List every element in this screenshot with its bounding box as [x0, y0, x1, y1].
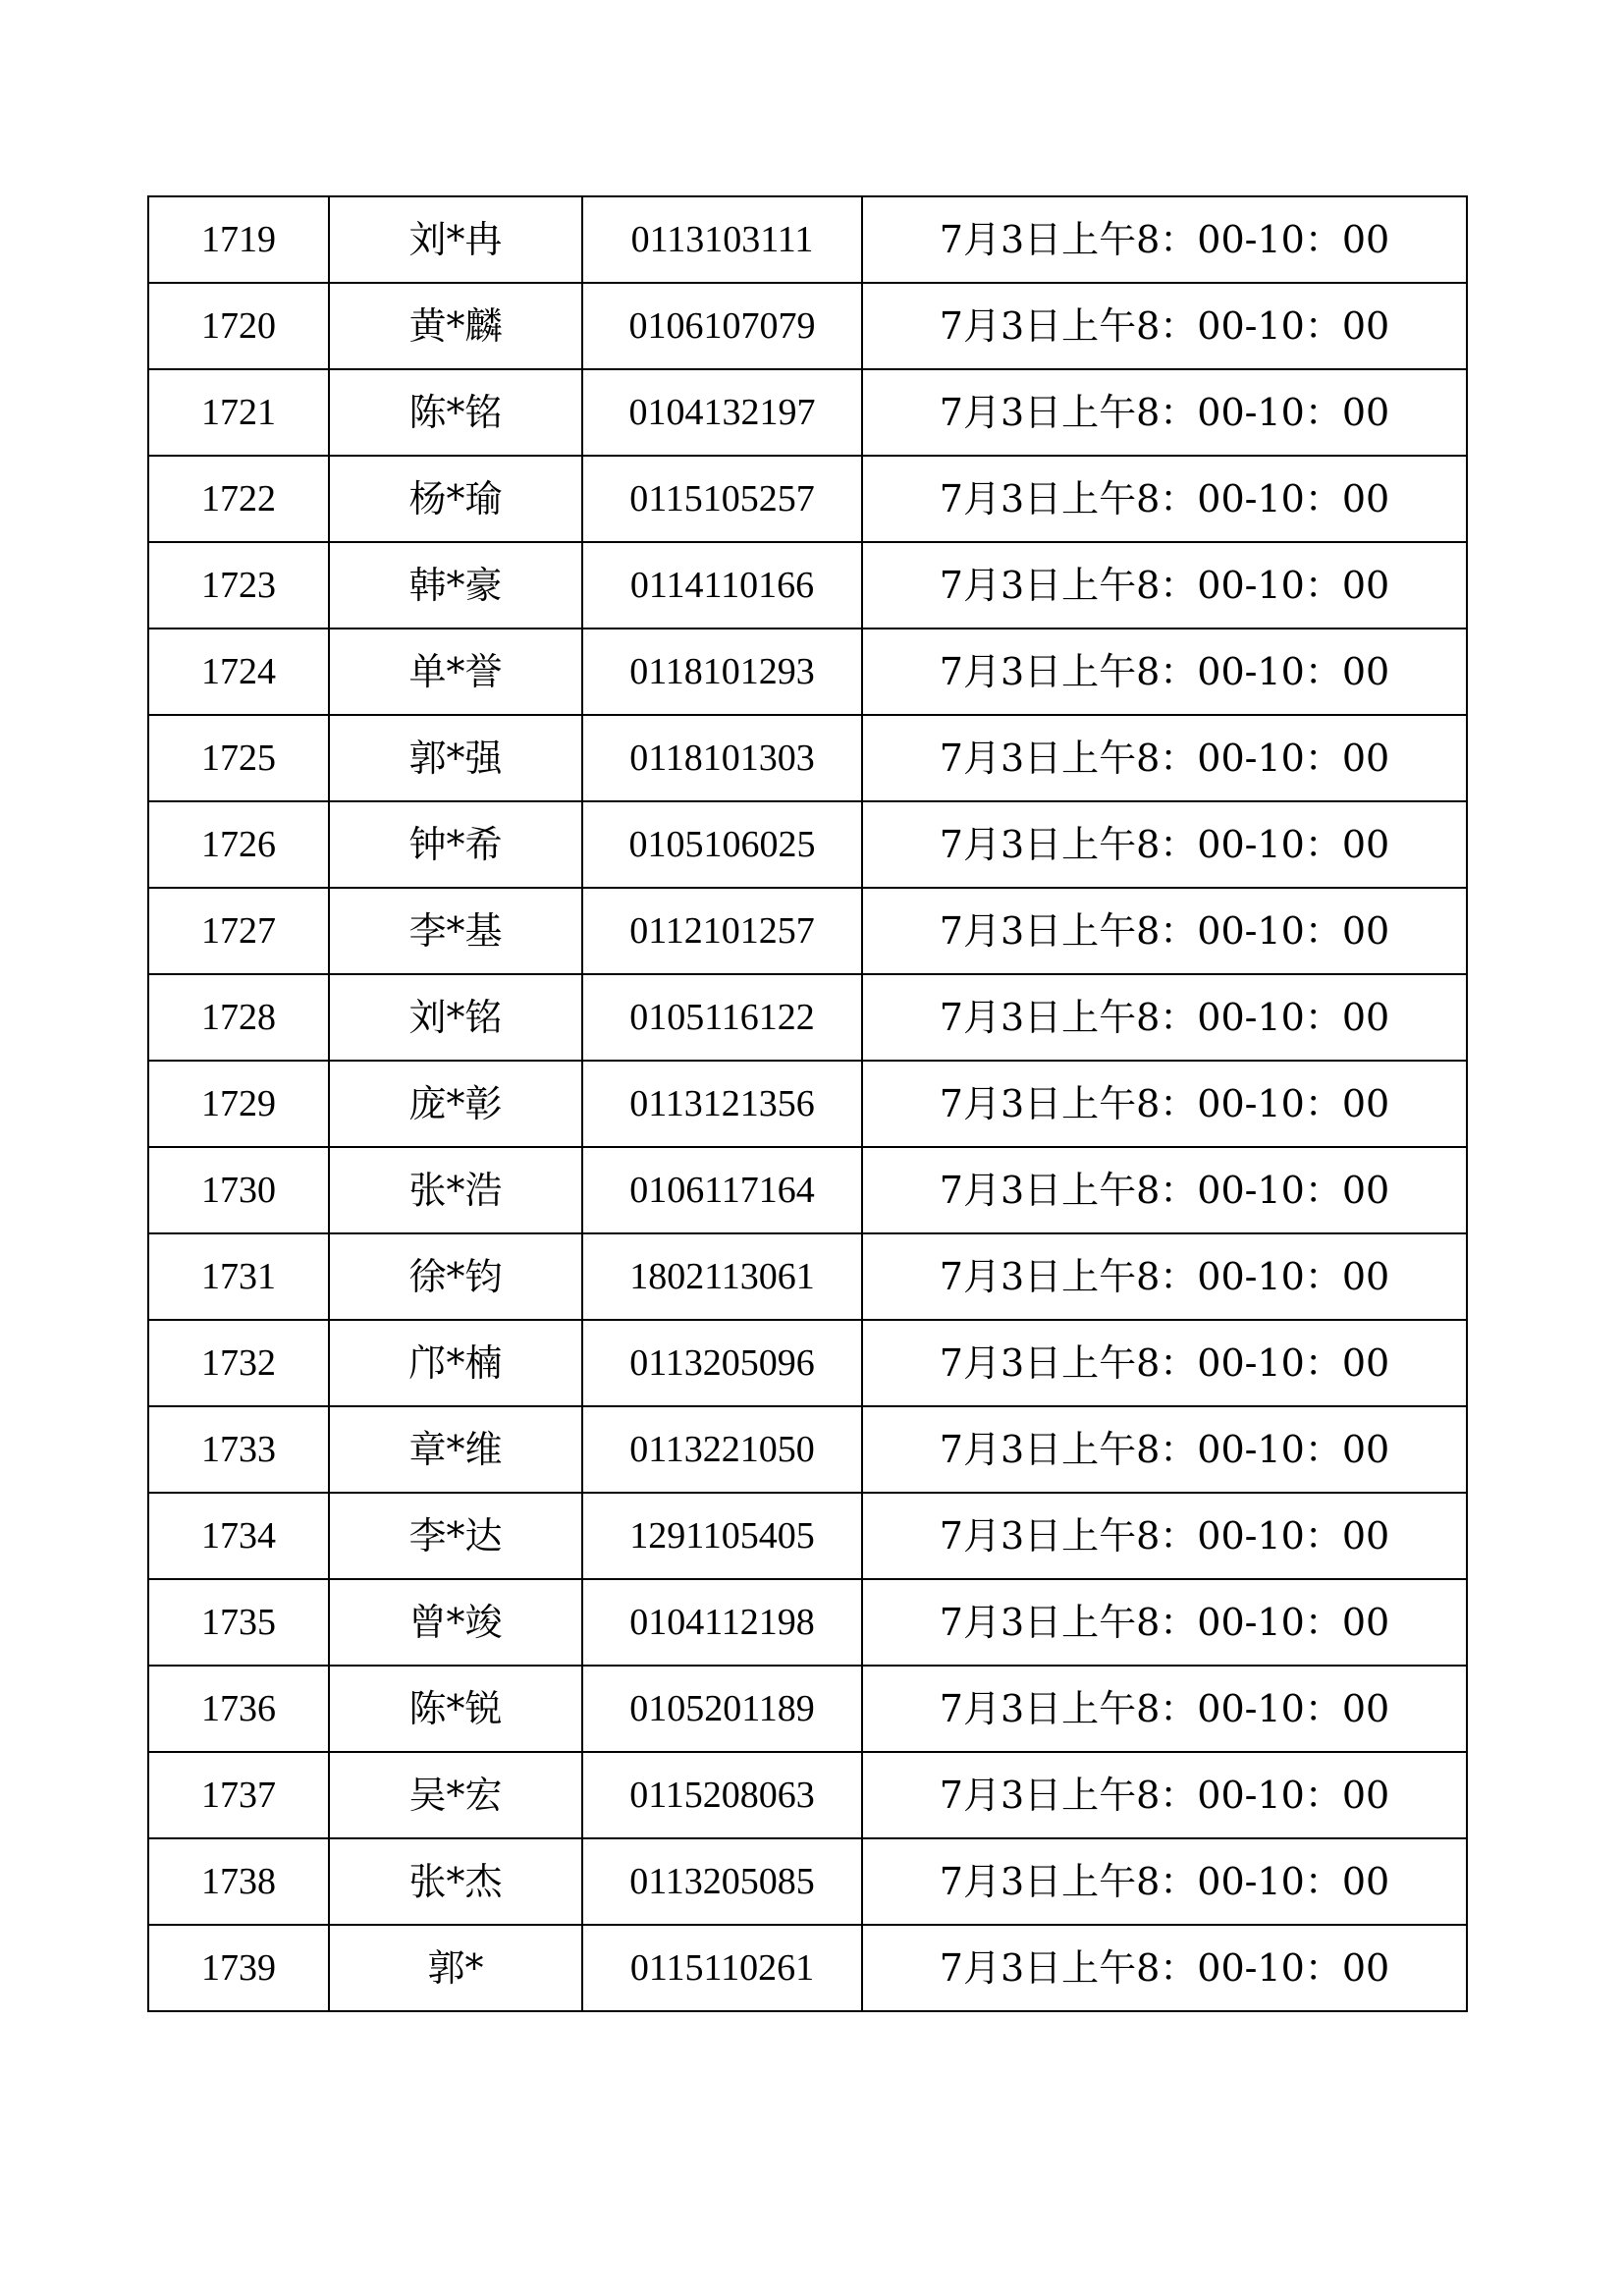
name-cell: 李*基: [329, 888, 582, 974]
time-cell: 7月3日上午8：00-10：00: [862, 1752, 1467, 1838]
id-cell: 0113205096: [582, 1320, 862, 1406]
time-cell: 7月3日上午8：00-10：00: [862, 888, 1467, 974]
table-row: [148, 1579, 1467, 1666]
time-cell: 7月3日上午8：00-10：00: [862, 1320, 1467, 1406]
table-row: [148, 888, 1467, 974]
name-cell: 钟*希: [329, 801, 582, 888]
time-cell: 7月3日上午8：00-10：00: [862, 196, 1467, 283]
id-cell: 0105106025: [582, 801, 862, 888]
seq-cell: 1725: [148, 715, 329, 801]
id-cell: 0115110261: [582, 1925, 862, 2011]
seq-cell: 1732: [148, 1320, 329, 1406]
name-cell: 庞*彰: [329, 1061, 582, 1147]
seq-cell: 1735: [148, 1579, 329, 1666]
id-cell: 0114110166: [582, 542, 862, 629]
id-cell: 0113205085: [582, 1838, 862, 1925]
name-cell: 徐*钧: [329, 1233, 582, 1320]
time-cell: 7月3日上午8：00-10：00: [862, 715, 1467, 801]
table-row: [148, 1233, 1467, 1320]
id-cell: 0105116122: [582, 974, 862, 1061]
table-row: [148, 974, 1467, 1061]
seq-cell: 1719: [148, 196, 329, 283]
table-row: [148, 1406, 1467, 1493]
time-cell: 7月3日上午8：00-10：00: [862, 1925, 1467, 2011]
id-cell: 0113103111: [582, 196, 862, 283]
table-row: [148, 456, 1467, 542]
time-cell: 7月3日上午8：00-10：00: [862, 974, 1467, 1061]
seq-cell: 1738: [148, 1838, 329, 1925]
seq-cell: 1731: [148, 1233, 329, 1320]
table-row: [148, 1147, 1467, 1233]
table-row: [148, 1925, 1467, 2011]
id-cell: 0105201189: [582, 1666, 862, 1752]
name-cell: 张*杰: [329, 1838, 582, 1925]
seq-cell: 1733: [148, 1406, 329, 1493]
table-row: [148, 1493, 1467, 1579]
table-row: [148, 369, 1467, 456]
time-cell: 7月3日上午8：00-10：00: [862, 1233, 1467, 1320]
name-cell: 刘*铭: [329, 974, 582, 1061]
id-cell: 0115105257: [582, 456, 862, 542]
name-cell: 陈*锐: [329, 1666, 582, 1752]
time-cell: 7月3日上午8：00-10：00: [862, 1406, 1467, 1493]
name-cell: 韩*豪: [329, 542, 582, 629]
table-row: [148, 196, 1467, 283]
table-row: [148, 801, 1467, 888]
time-cell: 7月3日上午8：00-10：00: [862, 542, 1467, 629]
time-cell: 7月3日上午8：00-10：00: [862, 283, 1467, 369]
table-row: [148, 542, 1467, 629]
name-cell: 吴*宏: [329, 1752, 582, 1838]
id-cell: 0106107079: [582, 283, 862, 369]
id-cell: 0118101303: [582, 715, 862, 801]
roster-table-body: [148, 196, 1467, 2011]
seq-cell: 1724: [148, 629, 329, 715]
seq-cell: 1722: [148, 456, 329, 542]
seq-cell: 1728: [148, 974, 329, 1061]
id-cell: 1291105405: [582, 1493, 862, 1579]
roster-table: [147, 195, 1468, 2012]
table-row: [148, 1320, 1467, 1406]
table-row: [148, 629, 1467, 715]
id-cell: 0113221050: [582, 1406, 862, 1493]
name-cell: 杨*瑜: [329, 456, 582, 542]
name-cell: 单*誉: [329, 629, 582, 715]
table-row: [148, 1666, 1467, 1752]
name-cell: 郭*: [329, 1925, 582, 2011]
table-row: [148, 1752, 1467, 1838]
table-row: [148, 283, 1467, 369]
id-cell: 0113121356: [582, 1061, 862, 1147]
name-cell: 刘*冉: [329, 196, 582, 283]
seq-cell: 1726: [148, 801, 329, 888]
time-cell: 7月3日上午8：00-10：00: [862, 801, 1467, 888]
seq-cell: 1730: [148, 1147, 329, 1233]
id-cell: 0106117164: [582, 1147, 862, 1233]
name-cell: 张*浩: [329, 1147, 582, 1233]
seq-cell: 1736: [148, 1666, 329, 1752]
name-cell: 李*达: [329, 1493, 582, 1579]
seq-cell: 1723: [148, 542, 329, 629]
time-cell: 7月3日上午8：00-10：00: [862, 1838, 1467, 1925]
seq-cell: 1729: [148, 1061, 329, 1147]
seq-cell: 1739: [148, 1925, 329, 2011]
id-cell: 0104132197: [582, 369, 862, 456]
id-cell: 0112101257: [582, 888, 862, 974]
seq-cell: 1734: [148, 1493, 329, 1579]
id-cell: 1802113061: [582, 1233, 862, 1320]
name-cell: 郭*强: [329, 715, 582, 801]
id-cell: 0115208063: [582, 1752, 862, 1838]
table-row: [148, 1061, 1467, 1147]
time-cell: 7月3日上午8：00-10：00: [862, 629, 1467, 715]
time-cell: 7月3日上午8：00-10：00: [862, 456, 1467, 542]
id-cell: 0118101293: [582, 629, 862, 715]
time-cell: 7月3日上午8：00-10：00: [862, 1666, 1467, 1752]
time-cell: 7月3日上午8：00-10：00: [862, 1493, 1467, 1579]
id-cell: 0104112198: [582, 1579, 862, 1666]
name-cell: 曾*竣: [329, 1579, 582, 1666]
name-cell: 章*维: [329, 1406, 582, 1493]
seq-cell: 1720: [148, 283, 329, 369]
name-cell: 黄*麟: [329, 283, 582, 369]
name-cell: 邝*楠: [329, 1320, 582, 1406]
time-cell: 7月3日上午8：00-10：00: [862, 1579, 1467, 1666]
time-cell: 7月3日上午8：00-10：00: [862, 1061, 1467, 1147]
time-cell: 7月3日上午8：00-10：00: [862, 369, 1467, 456]
table-row: [148, 1838, 1467, 1925]
table-row: [148, 715, 1467, 801]
seq-cell: 1727: [148, 888, 329, 974]
seq-cell: 1721: [148, 369, 329, 456]
seq-cell: 1737: [148, 1752, 329, 1838]
time-cell: 7月3日上午8：00-10：00: [862, 1147, 1467, 1233]
name-cell: 陈*铭: [329, 369, 582, 456]
